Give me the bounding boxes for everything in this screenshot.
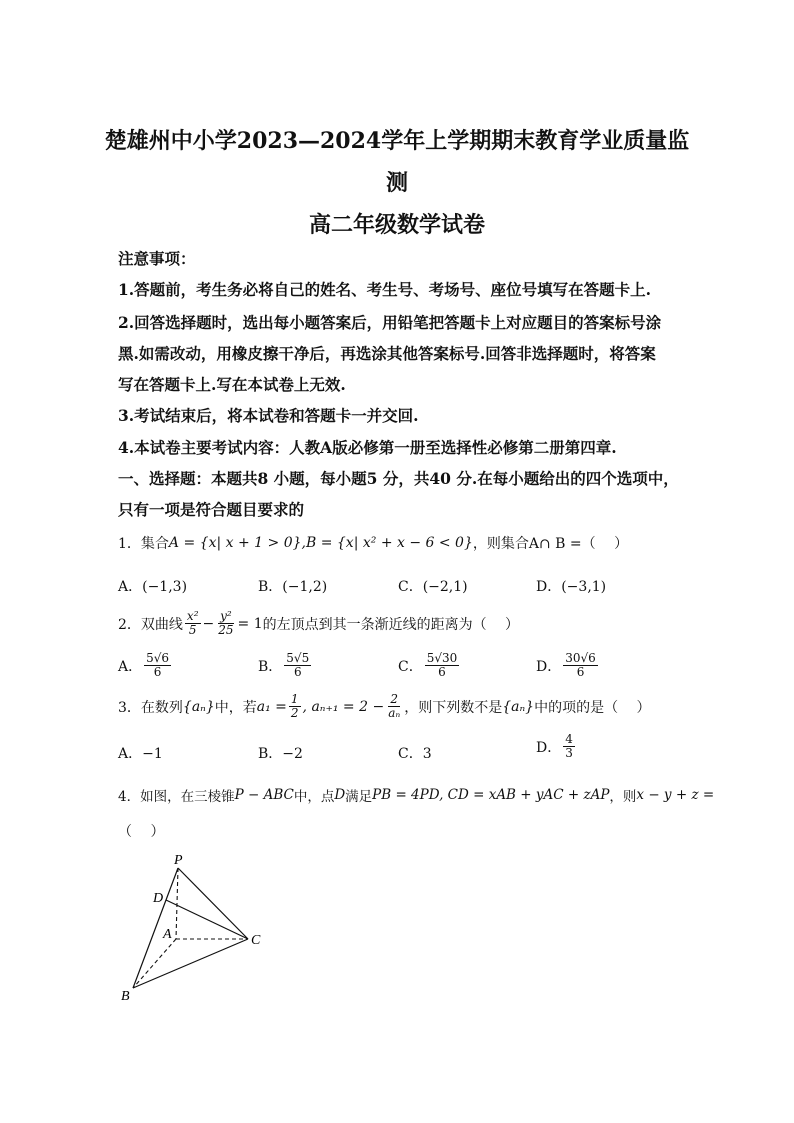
section-heading-line-1: 一、选择题：本题共8 小题，每小题5 分，共40 分.在每小题给出的四个选项中， xyxy=(118,469,679,488)
q2-option-a xyxy=(118,652,173,679)
edge-ab xyxy=(133,939,176,988)
q2-option-b-fraction xyxy=(284,652,311,679)
q4-expression: x − y + z = xyxy=(636,787,715,803)
label-c: C xyxy=(251,933,261,948)
q1-prefix: 1．集合 xyxy=(118,536,169,552)
notes-heading: 注意事项： xyxy=(118,249,196,268)
notes-item-3: 3.考试结束后，将本试卷和答题卡一并交回. xyxy=(118,406,419,425)
notes-item-4: 4.本试卷主要考试内容：人教A版必修第一册至选择性必修第二册第四章. xyxy=(118,438,617,457)
question-2 xyxy=(118,610,519,637)
notes-item-2-line-3: 写在答题卡上.写在本试卷上无效. xyxy=(118,375,346,394)
q2-option-d-fraction xyxy=(563,652,598,679)
q1-option-b: B．(−1,2) xyxy=(258,579,328,595)
q3-recurrence-fraction xyxy=(386,693,402,720)
q2-option-a-label: A． xyxy=(118,658,143,675)
q4-answer-blank: （ ） xyxy=(118,824,165,840)
q2-fraction-y-num: y² xyxy=(220,609,232,623)
q3-half-num: 1 xyxy=(290,692,299,706)
notes-item-2-line-1: 2.回答选择题时，选出每小题答案后，用铅笔把答题卡上对应题目的答案标号涂 xyxy=(118,313,662,332)
q2-option-d-num: 30√6 xyxy=(565,651,596,665)
q4-vector-condition: PB = 4PD, CD = xAB + yAC + zAP xyxy=(372,787,610,803)
q2-fraction-y-den: 25 xyxy=(218,623,234,637)
label-a: A xyxy=(163,927,172,942)
q1-option-d: D．(−3,1) xyxy=(536,579,607,595)
q2-option-a-fraction xyxy=(144,652,171,679)
q4-text-c: 满足 xyxy=(345,789,373,805)
question-4 xyxy=(118,785,714,805)
q2-fraction-x-num: x² xyxy=(186,609,199,623)
q2-minus: − xyxy=(202,615,215,632)
q4-pyramid: P − ABC xyxy=(234,787,294,803)
question-1 xyxy=(118,533,628,553)
q3-recurrence-den: aₙ xyxy=(388,706,401,720)
q3-mid-1: 中，若 xyxy=(214,699,257,716)
q3-option-d-num: 4 xyxy=(565,732,573,746)
q3-option-d-label: D． xyxy=(536,739,562,756)
q1-set-b: B = {x| x² + x − 6 < 0} xyxy=(305,535,473,551)
q3-recurrence: , aₙ₊₁ = 2 − xyxy=(302,698,385,715)
q3-sequence: {aₙ} xyxy=(182,698,215,715)
q2-prefix: 2．双曲线 xyxy=(118,616,183,633)
q2-option-b-num: 5√5 xyxy=(286,651,310,665)
q3-option-a: A．−1 xyxy=(118,746,163,762)
q2-suffix: 的左顶点到其一条渐近线的距离为（ ） xyxy=(262,616,520,633)
segment-dc xyxy=(166,900,248,939)
q2-fraction-y xyxy=(216,610,235,637)
q3-sequence-2: {aₙ} xyxy=(502,698,535,715)
q3-option-c: C．3 xyxy=(398,746,432,762)
q2-option-d-den: 6 xyxy=(576,665,585,679)
q2-option-a-den: 6 xyxy=(153,665,162,679)
q2-option-b xyxy=(258,652,313,679)
q2-option-b-label: B． xyxy=(258,658,283,675)
notes-item-1: 1.答题前，考生务必将自己的姓名、考生号、考场号、座位号填写在答题卡上. xyxy=(118,280,652,299)
q2-option-c-num: 5√30 xyxy=(426,651,458,665)
q4-point-d: D xyxy=(334,787,346,803)
q2-option-b-den: 6 xyxy=(293,665,302,679)
label-d: D xyxy=(153,891,164,906)
page-title-continued: 测 xyxy=(385,170,408,196)
q1-option-c: C．(−2,1) xyxy=(398,579,468,595)
q1-option-a: A．(−1,3) xyxy=(118,579,188,595)
edge-bc xyxy=(133,939,248,988)
q3-option-d xyxy=(536,733,577,760)
q3-prefix: 3．在数列 xyxy=(118,699,183,716)
section-heading-line-2: 只有一项是符合题目要求的 xyxy=(118,500,305,519)
q2-option-c-fraction xyxy=(425,652,460,679)
q3-a1: a₁ = xyxy=(256,698,287,715)
q4-text-b: 中，点 xyxy=(293,789,335,805)
label-b: B xyxy=(121,989,130,1004)
q3-half-den: 2 xyxy=(290,706,299,720)
label-p: P xyxy=(174,853,183,868)
q2-option-d xyxy=(536,652,600,679)
notes-item-2-line-2: 黑.如需改动，用橡皮擦干净后，再选涂其他答案标号.回答非选择题时，将答案 xyxy=(118,344,656,363)
q3-option-d-den: 3 xyxy=(565,746,573,760)
q3-option-d-fraction xyxy=(563,733,575,760)
edge-pc xyxy=(178,868,248,939)
q1-suffix: ，则集合A∩ B =（ ） xyxy=(472,536,629,552)
page-title: 楚雄州中小学2023—2024学年上学期期末教育学业质量监 xyxy=(104,128,690,154)
q4-text-a: 4．如图，在三棱锥 xyxy=(118,789,235,805)
edge-pa xyxy=(176,868,178,939)
q4-text-d: ，则 xyxy=(609,789,637,805)
q3-suffix: 中的项的是（ ） xyxy=(534,699,651,716)
q2-option-a-num: 5√6 xyxy=(146,651,170,665)
q2-option-c xyxy=(398,652,461,679)
q2-fraction-x xyxy=(185,610,201,637)
q2-option-c-label: C． xyxy=(398,658,423,675)
q2-fraction-x-den: 5 xyxy=(188,623,197,637)
q3-recurrence-num: 2 xyxy=(390,692,399,706)
q2-option-c-den: 6 xyxy=(438,665,446,679)
question-3 xyxy=(118,693,651,720)
q1-set-a: A = {x| x + 1 > 0}, xyxy=(168,535,306,551)
q2-equals: = 1 xyxy=(237,615,263,632)
q3-mid-2: ，则下列数不是 xyxy=(404,699,503,716)
q3-option-b: B．−2 xyxy=(258,746,303,762)
page-subtitle: 高二年级数学试卷 xyxy=(308,212,485,238)
pyramid-figure xyxy=(110,848,280,1008)
q2-option-d-label: D． xyxy=(536,658,562,675)
q3-half xyxy=(289,693,301,720)
